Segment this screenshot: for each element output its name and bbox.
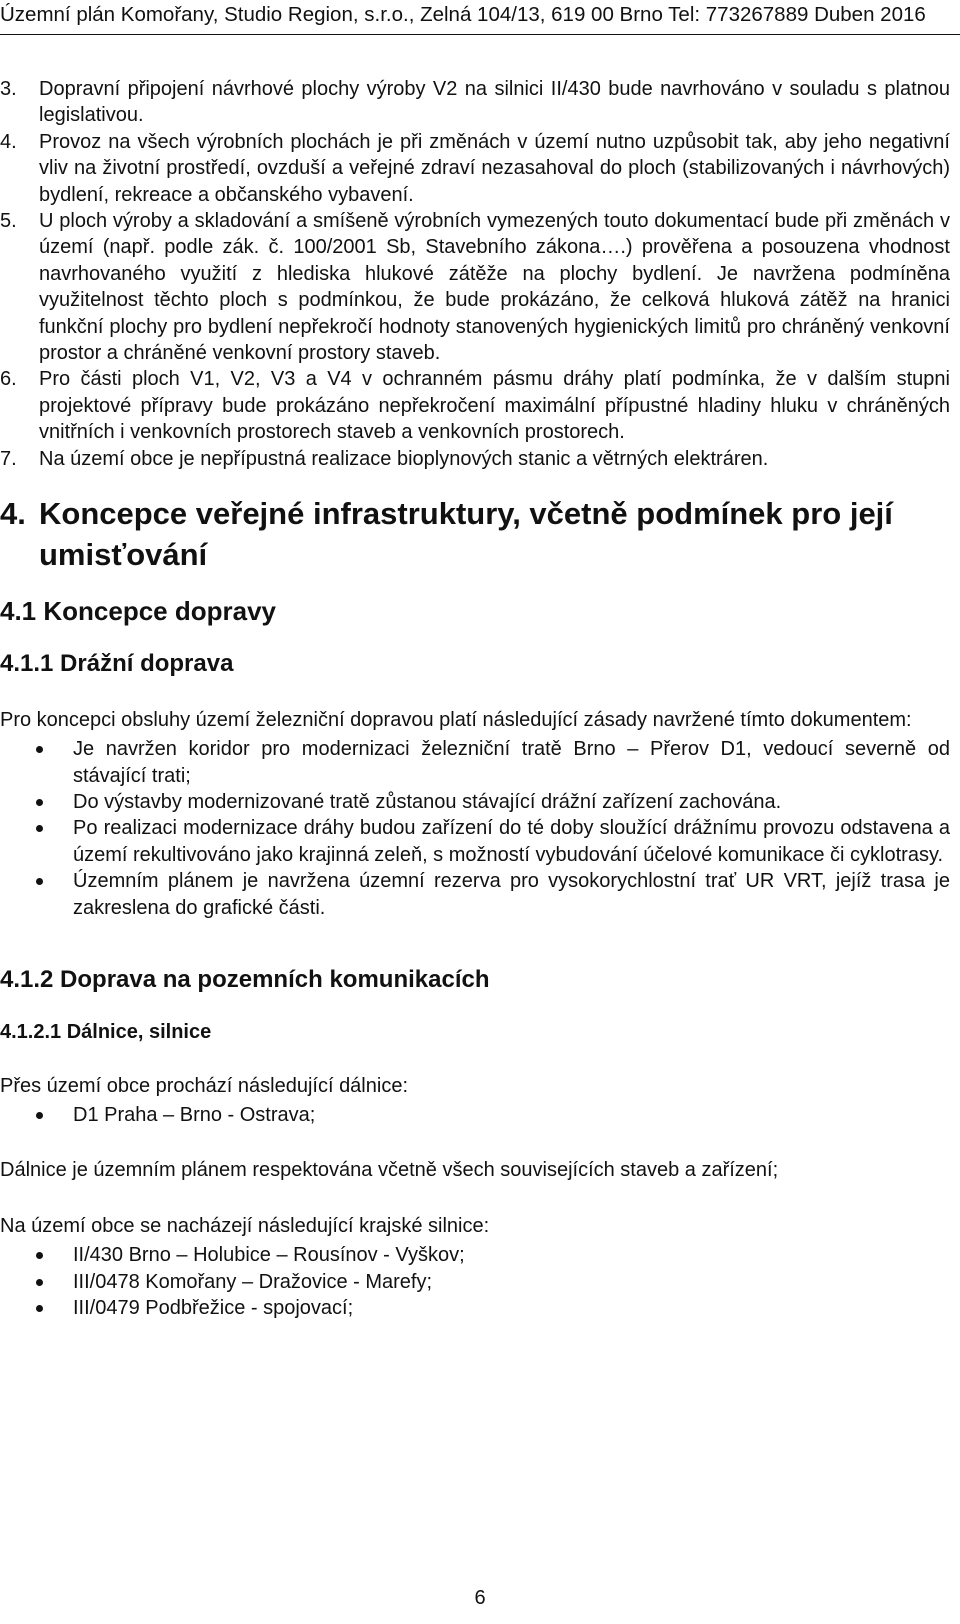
bullet-icon: [36, 1252, 43, 1259]
list-item-text: D1 Praha – Brno - Ostrava;: [73, 1103, 316, 1126]
bullet-icon: [36, 1305, 43, 1312]
section-4-1-heading: 4.1 Koncepce dopravy: [0, 596, 276, 627]
numbered-list: [0, 76, 950, 472]
list-item: [0, 1295, 950, 1321]
list-item-text: Provoz na všech výrobních plochách je při změnách v území nutno uzpůsobit tak, aby jeho negativní vliv na životní prostředí, ovzduší a veřejné zdraví nezasahoval do ploch (stabilizovaných i návrhových) bydlení, rekreace a občanského vybavení.: [39, 130, 950, 206]
roads-bullet-list: [0, 1242, 950, 1321]
list-item-text: Pro části ploch V1, V2, V3 a V4 v ochranném pásmu dráhy platí podmínka, že v dalším stupni projektové přípravy bude prokázáno nepřekročení maximální přípustné hladiny hluku v chráněných vnitřních i venkovních prostorech staveb a venkovních prostorech.: [39, 368, 950, 444]
bullet-icon: [36, 1279, 43, 1286]
section-4-1-2-1-heading: 4.1.2.1 Dálnice, silnice: [0, 1020, 212, 1043]
list-item-text: Dopravní připojení návrhové plochy výroby V2 na silnici II/430 bude navrhováno v souladu s platnou legislativou.: [39, 78, 950, 127]
page-number: 6: [474, 1587, 486, 1609]
motorway-note-paragraph: Dálnice je územním plánem respektována včetně všech souvisejících staveb a zařízení;: [0, 1159, 779, 1182]
list-item-number: 6.: [0, 368, 17, 391]
list-item: [0, 1242, 950, 1268]
bullet-icon: [36, 878, 43, 885]
rail-bullet-list: [0, 736, 950, 921]
section-4-title: Koncepce veřejné infrastruktury, včetně podmínek pro její umisťování: [39, 496, 893, 573]
list-item: [0, 736, 950, 789]
list-item-text: Na území obce je nepřípustná realizace bioplynových stanic a větrných elektráren.: [39, 447, 769, 470]
list-item: [0, 446, 950, 472]
bullet-icon: [36, 746, 43, 753]
section-4-number: 4.: [0, 496, 26, 532]
list-item: [0, 1102, 950, 1128]
list-item-text: U ploch výroby a skladování a smíšeně výrobních vymezených touto dokumentací bude při změnách v území (např. podle zák. č. 100/2001 Sb, Stavebního zákona….) prověřena a posouzena vhodnost navrhovaného využití z hlediska hlukové zátěže na plochy bydlení. Je navržena podmíněna využitelnost těchto ploch s podmínkou, že bude prokázáno, že celková hluková zátěž na hranici funkční plochy pro bydlení nepřekročí hodnoty stanovených hygienických limitů pro chráněný venkovní prostor a chráněné venkovní prostory staveb.: [39, 210, 950, 365]
motorway-intro-paragraph: Přes území obce prochází následující dálnice:: [0, 1074, 408, 1097]
page-header: Územní plán Komořany, Studio Region, s.r.o., Zelná 104/13, 619 00 Brno Tel: 773267889 Duben 2016: [0, 3, 960, 35]
rail-intro-paragraph: Pro koncepci obsluhy území železniční dopravou platí následující zásady navržené tímto dokumentem:: [0, 709, 912, 732]
list-item: [0, 76, 950, 129]
list-item: [0, 208, 950, 366]
list-item: [0, 366, 950, 445]
list-item-text: Územním plánem je navržena územní rezerva pro vysokorychlostní trať UR VRT, jejíž trasa je zakreslena do grafické části.: [73, 870, 950, 919]
page-content: [0, 76, 950, 1322]
list-item: [0, 129, 950, 208]
list-item-number: 4.: [0, 130, 17, 153]
section-4-heading: [0, 493, 950, 575]
list-item-number: 3.: [0, 78, 17, 100]
list-item: [0, 815, 950, 868]
roads-intro-paragraph: Na území obce se nacházejí následující krajské silnice:: [0, 1215, 490, 1238]
list-item: [0, 789, 950, 815]
list-item-number: 5.: [0, 210, 17, 233]
list-item-text: Do výstavby modernizované tratě zůstanou stávající drážní zařízení zachována.: [73, 790, 782, 813]
list-item-text: III/0478 Komořany – Dražovice - Marefy;: [73, 1270, 433, 1293]
section-4-1-1-heading: 4.1.1 Drážní doprava: [0, 650, 234, 678]
list-item-text: Je navržen koridor pro modernizaci železniční tratě Brno – Přerov D1, vedoucí severně od stávající trati;: [73, 738, 950, 787]
list-item-text: III/0479 Podbřežice - spojovací;: [73, 1297, 354, 1320]
bullet-icon: [36, 799, 43, 806]
motorway-bullet-list: [0, 1102, 950, 1128]
list-item: [0, 1269, 950, 1295]
list-item-number: 7.: [0, 447, 17, 470]
list-item: [0, 868, 950, 921]
bullet-icon: [36, 825, 43, 832]
bullet-icon: [36, 1112, 43, 1119]
section-4-1-2-heading: 4.1.2 Doprava na pozemních komunikacích: [0, 965, 490, 993]
list-item-text: II/430 Brno – Holubice – Rousínov - Vyškov;: [73, 1244, 465, 1267]
list-item-text: Po realizaci modernizace dráhy budou zařízení do té doby sloužící drážnímu provozu odstavena a území rekultivováno jako krajinná zeleň, s možností vybudování účelové komunikace či cyklotrasy.: [73, 817, 950, 866]
